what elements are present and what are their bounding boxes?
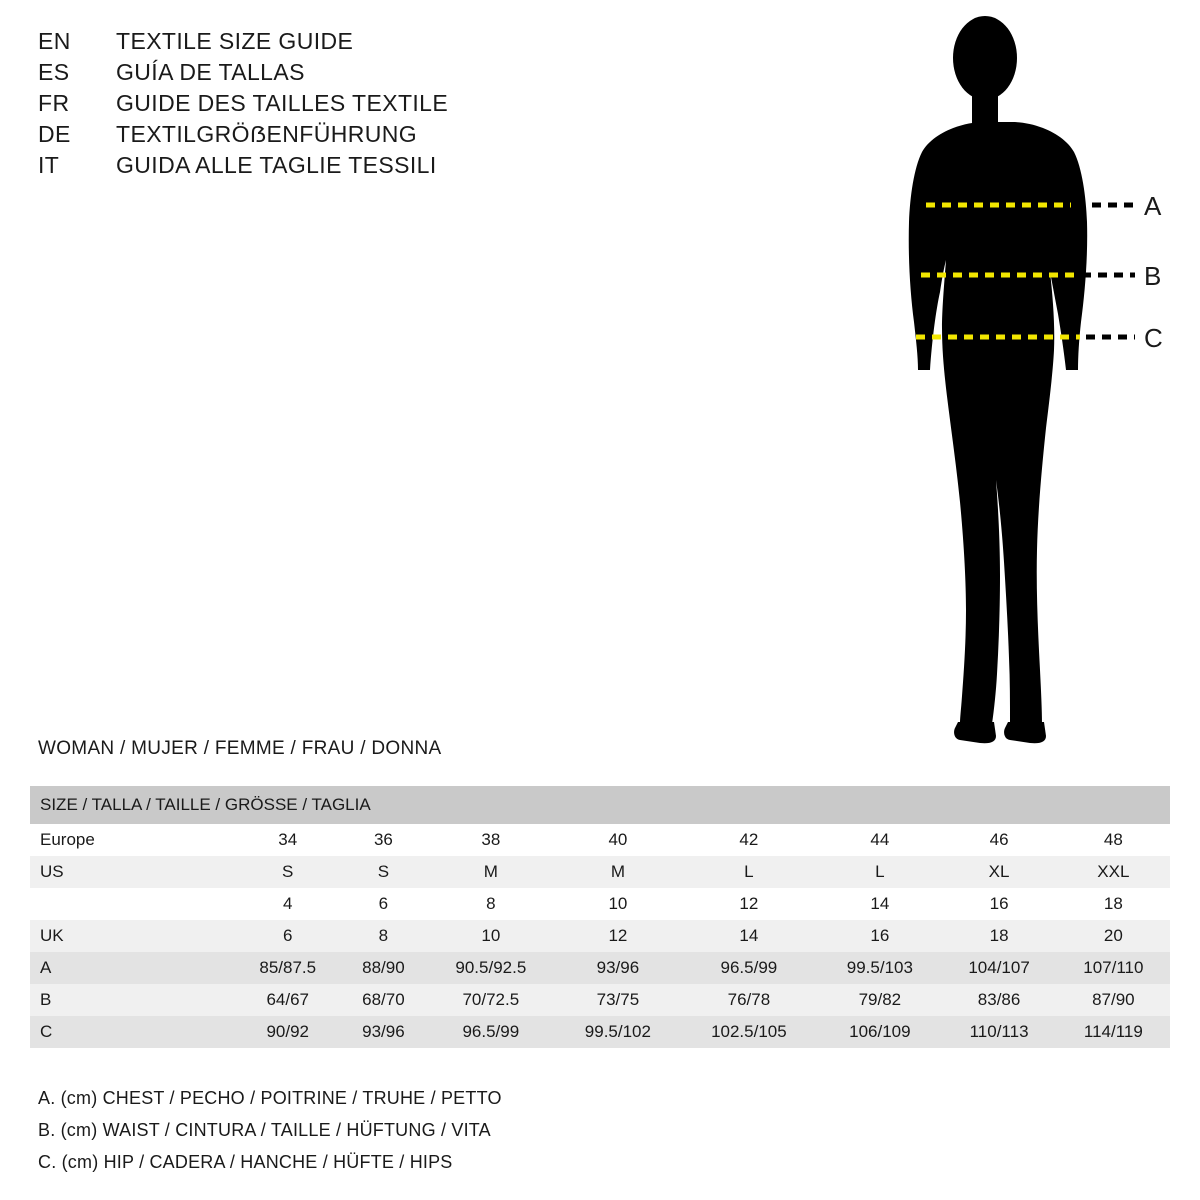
cell-c-5: 106/109 bbox=[818, 1016, 941, 1048]
title-row-en bbox=[38, 28, 658, 55]
row-label-uk: UK bbox=[30, 920, 234, 952]
row-label-us-numeric bbox=[30, 888, 234, 920]
cell-us-2: M bbox=[425, 856, 556, 888]
cell-b-0: 64/67 bbox=[234, 984, 341, 1016]
cell-uk-6: 18 bbox=[941, 920, 1056, 952]
cell-a-1: 88/90 bbox=[341, 952, 425, 984]
cell-a-5: 99.5/103 bbox=[818, 952, 941, 984]
cell-europe-7: 48 bbox=[1103, 830, 1123, 849]
cell-c-1: 93/96 bbox=[341, 1016, 425, 1048]
cell-b-1: 68/70 bbox=[341, 984, 425, 1016]
cell-b-7: 87/90 bbox=[1057, 984, 1170, 1016]
marker-label-a: A bbox=[1144, 191, 1162, 221]
footnote-a: A. (cm) CHEST / PECHO / POITRINE / TRUHE / PETTO bbox=[38, 1088, 502, 1108]
row-label-b: B bbox=[30, 984, 234, 1016]
table-row bbox=[30, 952, 1170, 984]
cell-a-6: 104/107 bbox=[941, 952, 1056, 984]
cell-uk-4: 14 bbox=[679, 920, 818, 952]
cell-c-3: 99.5/102 bbox=[556, 1016, 679, 1048]
table-row bbox=[30, 984, 1170, 1016]
silhouette-svg bbox=[860, 10, 1190, 750]
table-row bbox=[30, 856, 1170, 888]
body-figure bbox=[860, 10, 1190, 750]
cell-a-0: 85/87.5 bbox=[234, 952, 341, 984]
cell-europe-6: 46 bbox=[989, 830, 1009, 849]
cell-uk-1: 8 bbox=[341, 920, 425, 952]
language-code-it: IT bbox=[38, 152, 60, 178]
size-table bbox=[30, 786, 1170, 1048]
cell-c-2: 96.5/99 bbox=[425, 1016, 556, 1048]
cell-b-6: 83/86 bbox=[941, 984, 1056, 1016]
cell-b-2: 70/72.5 bbox=[425, 984, 556, 1016]
cell-c-7: 114/119 bbox=[1057, 1016, 1170, 1048]
cell-c-6: 110/113 bbox=[941, 1016, 1056, 1048]
cell-usnum-2: 8 bbox=[486, 894, 496, 913]
language-code-fr: FR bbox=[38, 90, 70, 116]
cell-b-3: 73/75 bbox=[556, 984, 679, 1016]
marker-label-c: C bbox=[1144, 323, 1163, 353]
cell-us-6: XL bbox=[941, 856, 1056, 888]
cell-uk-2: 10 bbox=[425, 920, 556, 952]
cell-europe-0: 34 bbox=[278, 830, 298, 849]
title-text-de: TEXTILGRÖẞENFÜHRUNG bbox=[116, 121, 418, 147]
language-code-en: EN bbox=[38, 28, 71, 54]
cell-europe-5: 44 bbox=[870, 830, 890, 849]
table-row bbox=[30, 1016, 1170, 1048]
cell-a-4: 96.5/99 bbox=[679, 952, 818, 984]
title-row-fr bbox=[38, 90, 658, 117]
title-text-it: GUIDA ALLE TAGLIE TESSILI bbox=[116, 152, 437, 178]
cell-b-4: 76/78 bbox=[679, 984, 818, 1016]
title-text-es: GUÍA DE TALLAS bbox=[116, 59, 305, 85]
table-row bbox=[30, 888, 1170, 920]
language-code-es: ES bbox=[38, 59, 70, 85]
cell-b-5: 79/82 bbox=[818, 984, 941, 1016]
table-row bbox=[30, 824, 1170, 856]
marker-label-b: B bbox=[1144, 261, 1162, 291]
section-label-woman: WOMAN / MUJER / FEMME / FRAU / DONNA bbox=[38, 738, 442, 759]
language-code-de: DE bbox=[38, 121, 71, 147]
cell-usnum-7: 18 bbox=[1103, 894, 1123, 913]
title-text-en: TEXTILE SIZE GUIDE bbox=[116, 28, 354, 54]
cell-a-2: 90.5/92.5 bbox=[425, 952, 556, 984]
cell-us-7: XXL bbox=[1057, 856, 1170, 888]
cell-uk-7: 20 bbox=[1057, 920, 1170, 952]
cell-europe-2: 38 bbox=[481, 830, 501, 849]
row-label-europe: Europe bbox=[40, 830, 95, 849]
cell-us-3: M bbox=[556, 856, 679, 888]
cell-c-4: 102.5/105 bbox=[679, 1016, 818, 1048]
cell-europe-1: 36 bbox=[373, 830, 393, 849]
cell-uk-0: 6 bbox=[234, 920, 341, 952]
footnotes bbox=[38, 1088, 738, 1184]
cell-us-1: S bbox=[341, 856, 425, 888]
cell-uk-5: 16 bbox=[818, 920, 941, 952]
title-row-es bbox=[38, 59, 658, 86]
title-block bbox=[38, 28, 658, 183]
cell-us-4: L bbox=[679, 856, 818, 888]
cell-usnum-3: 10 bbox=[608, 894, 628, 913]
cell-usnum-1: 6 bbox=[378, 894, 389, 913]
cell-uk-3: 12 bbox=[556, 920, 679, 952]
cell-a-3: 93/96 bbox=[556, 952, 679, 984]
title-row-it bbox=[38, 152, 658, 179]
cell-usnum-4: 12 bbox=[739, 894, 759, 913]
cell-europe-4: 42 bbox=[739, 830, 759, 849]
title-text-fr: GUIDE DES TAILLES TEXTILE bbox=[116, 90, 449, 116]
table-header-row bbox=[30, 786, 1170, 824]
row-label-c: C bbox=[30, 1016, 234, 1048]
cell-usnum-0: 4 bbox=[282, 894, 293, 913]
cell-us-5: L bbox=[818, 856, 941, 888]
footnote-b: B. (cm) WAIST / CINTURA / TAILLE / HÜFTUNG / VITA bbox=[38, 1120, 491, 1140]
cell-usnum-6: 16 bbox=[989, 894, 1009, 913]
row-label-us: US bbox=[30, 856, 234, 888]
cell-c-0: 90/92 bbox=[234, 1016, 341, 1048]
cell-usnum-5: 14 bbox=[870, 894, 890, 913]
title-row-de bbox=[38, 121, 658, 148]
row-label-a: A bbox=[30, 952, 234, 984]
table-row bbox=[30, 920, 1170, 952]
footnote-c: C. (cm) HIP / CADERA / HANCHE / HÜFTE / HIPS bbox=[38, 1152, 453, 1172]
cell-us-0: S bbox=[234, 856, 341, 888]
table-header-label: SIZE / TALLA / TAILLE / GRÖSSE / TAGLIA bbox=[30, 786, 1170, 824]
cell-europe-3: 40 bbox=[608, 830, 628, 849]
cell-a-7: 107/110 bbox=[1057, 952, 1170, 984]
